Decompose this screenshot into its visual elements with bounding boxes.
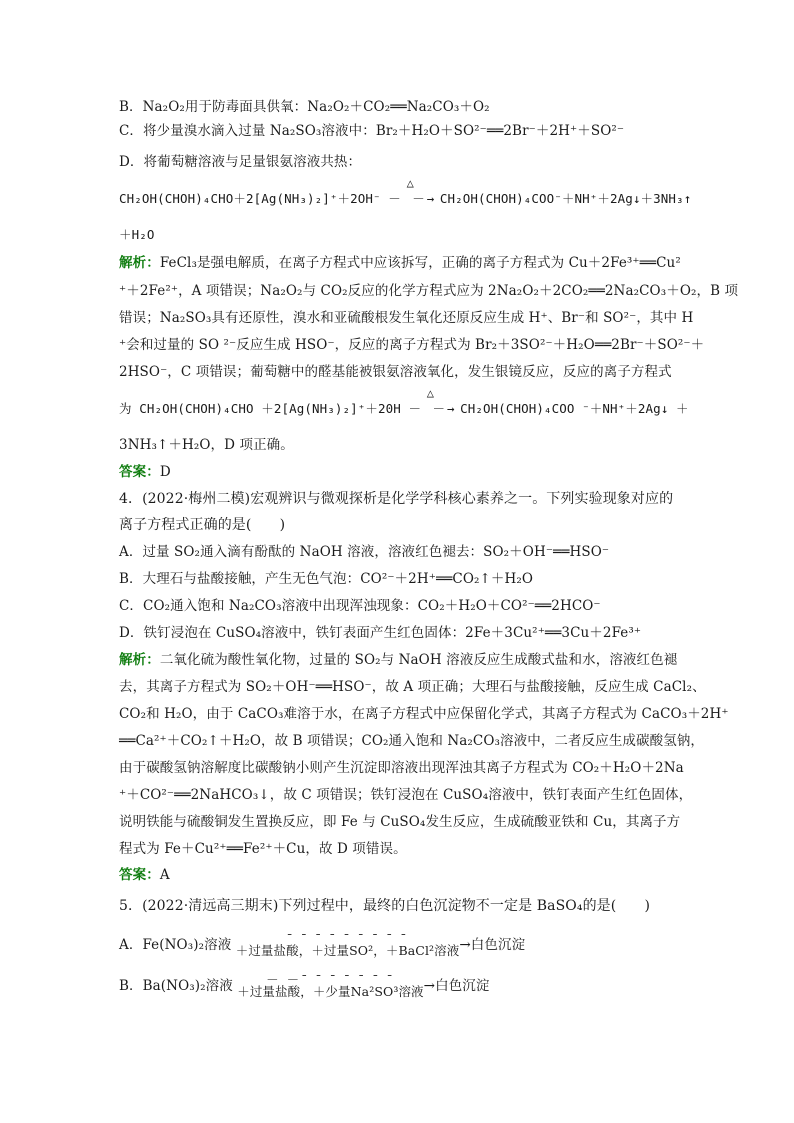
explanation-2-line-4: ══Ca²⁺＋CO₂↑＋H₂O，故 B 项错误；CO₂通入饱和 Na₂CO₃溶液中，二者反应生成碳酸氢钠，: [119, 733, 705, 749]
question-5: 5．(2022·清远高三期末)下列过程中，最终的白色沉淀物不一定是 BaSO₄的是( ): [119, 898, 651, 914]
explanation-2-line-8: 程式为 Fe＋Cu²⁺══Fe²⁺＋Cu，故 D 项错误。: [119, 841, 407, 857]
equation-d-cont: ＋H₂O: [119, 227, 155, 242]
option-a-product: 白色沉淀: [470, 937, 526, 953]
explanation-1-line-5: 2HSO⁻，C 项错误；葡萄糖中的醛基能被银氨溶液氧化，发生银镜反应，反应的离子方程式: [119, 364, 672, 380]
reagent-arrow-b: － －¯ ¯ ¯ ¯ ¯ ¯ ¯ ＋过量盐酸，＋少量Na²SO³溶液: [237, 972, 424, 999]
heat-icon: △: [426, 386, 435, 400]
explanation-2-line-3: CO₂和 H₂O，由于 CaCO₃难溶于水，在离子方程式中应保留化学式，其离子方程式为 CaCO₃＋2H⁺: [119, 706, 729, 722]
explanation-1-line-7: 3NH₃↑＋H₂O，D 项正确。: [119, 437, 294, 453]
heat-arrow: △ － －→: [408, 386, 457, 416]
answer-1: [119, 463, 679, 481]
explanation-2-line-6: ⁺＋CO²⁻══2NaHCO₃↓，故 C 项错误；铁钉浸泡在 CuSO₄溶液中，铁钉表面产生红色固体，: [119, 787, 693, 803]
equation-d-line: [119, 176, 692, 208]
question-5-option-a: [119, 931, 679, 958]
explanation-1-line-2: ⁺＋2Fe²⁺，A 项错误；Na₂O₂与 CO₂反应的化学方程式应为 2Na₂O₂＋2CO₂══2Na₂CO₃＋O₂，B 项: [119, 283, 739, 299]
reagent-steps-b: ＋过量盐酸，＋少量Na²SO³溶液: [237, 984, 424, 999]
question-4-line-1: 4．(2022·梅州二模)宏观辨识与微观探析是化学学科核心素养之一。下列实验现象对应的: [119, 491, 674, 507]
explanation-1-line-6: [119, 386, 689, 418]
question-4-line-2: 离子方程式正确的是( ): [119, 517, 286, 533]
option-a-reactant: A．Fe(NO₃)₂溶液: [119, 937, 232, 953]
answer-value: D: [159, 464, 171, 480]
reagent-arrow-a: ¯ ¯ ¯ ¯ ¯ ¯ ¯ ¯ ¯ ＋过量盐酸，＋过量SO²，＋BaCl²溶液: [235, 931, 460, 958]
answer-label: 答案：: [119, 464, 160, 480]
arrow-icon: →: [459, 937, 471, 953]
answer-label: 答案：: [119, 867, 160, 883]
option-b-reactant: B．Ba(NO₃)₂溶液: [119, 978, 233, 994]
question-4-option-a: A．过量 SO₂通入滴有酚酞的 NaOH 溶液，溶液红色褪去：SO₂＋OH⁻══HSO⁻: [119, 544, 610, 560]
reagent-steps-a: ＋过量盐酸，＋过量SO²，＋BaCl²溶液: [235, 943, 460, 958]
explanation-label: 解析：: [119, 652, 160, 668]
explanation-label: 解析：: [119, 255, 160, 271]
option-b-product: 白色沉淀: [435, 978, 490, 994]
equation-e-right: CH₂OH(CHOH)₄COO ⁻＋NH⁺＋2Ag↓ ＋: [460, 401, 689, 416]
arrow-icon: →: [423, 978, 436, 994]
option-d-line: D．将葡萄糖溶液与足量银氨溶液共热：: [119, 154, 362, 170]
question-5-option-b: [119, 972, 679, 999]
question-4-option-c: C．CO₂通入饱和 Na₂CO₃溶液中出现浑浊现象：CO₂＋H₂O＋CO²⁻══2HCO⁻: [119, 598, 601, 614]
question-4-option-d: D．铁钉浸泡在 CuSO₄溶液中，铁钉表面产生红色固体：2Fe＋3Cu²⁺══3Cu＋2Fe³⁺: [119, 625, 642, 641]
option-c-line: C．将少量溴水滴入过量 Na₂SO₃溶液中：Br₂＋H₂O＋SO²⁻══2Br⁻＋2H⁺＋SO²⁻: [119, 123, 625, 139]
option-b-line: B．Na₂O₂用于防毒面具供氧：Na₂O₂＋CO₂══Na₂CO₃＋O₂: [119, 99, 490, 115]
explanation-2-line-5: 由于碳酸氢钠溶解度比碳酸钠小则产生沉淀即溶液出现浑浊其离子方程式为 CO₂＋H₂O＋2Na: [119, 760, 684, 776]
explanation-2-line-2: 去，其离子方程式为 SO₂＋OH⁻══HSO⁻，故 A 项正确；大理石与盐酸接触，反应生成 CaCl₂、: [119, 679, 706, 695]
equation-d-left: CH₂OH(CHOH)₄CHO＋2[Ag(NH₃)₂]⁺＋2OH⁻: [119, 191, 381, 206]
explanation-1-line-4: ⁺会和过量的 SO ²⁻反应生成 HSO⁻，反应的离子方程式为 Br₂＋3SO²⁻＋H₂O══2Br⁻＋SO²⁻＋: [119, 337, 705, 353]
question-4-option-b: B．大理石与盐酸接触，产生无色气泡：CO²⁻＋2H⁺══CO₂↑＋H₂O: [119, 571, 534, 587]
answer-value: A: [159, 867, 170, 883]
explanation-1-line-3: 错误；Na₂SO₃具有还原性，溴水和亚硫酸根发生氧化还原反应生成 H⁺、Br⁻和 SO²⁻，其中 H: [119, 310, 694, 326]
equation-d-right: CH₂OH(CHOH)₄COO⁻＋NH⁺＋2Ag↓＋3NH₃↑: [439, 191, 692, 206]
explanation-2-line-1: 解析：二氧化硫为酸性氧化物，过量的 SO₂与 NaOH 溶液反应生成酸式盐和水，溶液红色褪: [119, 652, 678, 668]
equation-e-left: 为 CH₂OH(CHOH)₄CHO ＋2[Ag(NH₃)₂]⁺＋20H: [119, 401, 401, 416]
answer-2: [119, 866, 679, 884]
heat-icon: △: [406, 176, 414, 190]
explanation-1-line-1: 解析：FeCl₃是强电解质，在离子方程式中应该拆写，正确的离子方程式为 Cu＋2Fe³⁺══Cu²: [119, 255, 681, 271]
heat-arrow: △ － －→: [388, 176, 437, 206]
explanation-2-line-7: 说明铁能与硫酸铜发生置换反应，即 Fe 与 CuSO₄发生反应，生成硫酸亚铁和 Cu，其离子方: [119, 814, 681, 830]
